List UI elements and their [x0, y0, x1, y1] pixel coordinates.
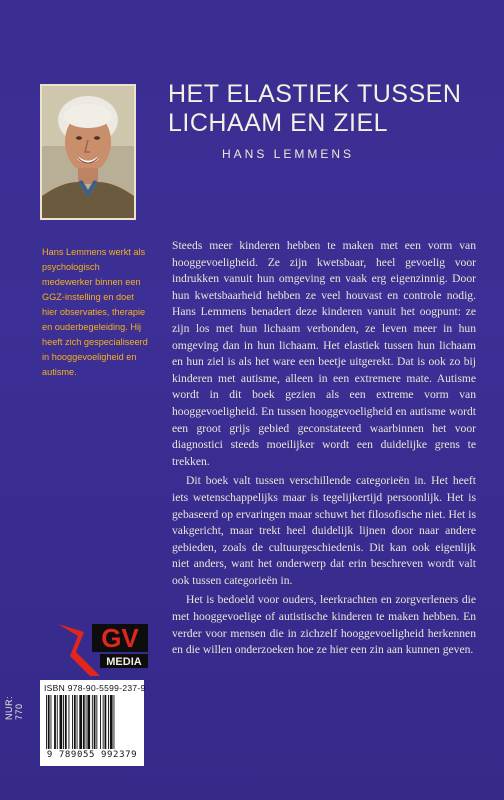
author-portrait-image — [42, 86, 134, 218]
nur-code: NUR: 770 — [4, 696, 24, 720]
blurb-text — [172, 238, 476, 662]
barcode-bar — [103, 695, 104, 749]
barcode-bar — [46, 695, 47, 749]
gv-media-logo-icon — [56, 618, 156, 678]
barcode-bar — [83, 695, 85, 749]
barcode-bar — [57, 695, 58, 749]
barcode-bar — [114, 695, 115, 749]
barcode-bar — [60, 695, 63, 749]
barcode-bar — [86, 695, 87, 749]
blurb-paragraph: Dit boek valt tussen verschillende categorieën in. Het heeft iets wetenschappelijks maar is tegelijkertijd persoonlijk. Het is gebaseerd op ervaringen maar schuwt het filosofische niet. Het is vakgericht, maar trekt heel duidelijk lijnen door naar andere gebieden, zoals de cultuurgeschiedenis. Dit kan ook eigenlijk niet anders, want het onderwerp dat erin beschreven wordt valt ook tussen categorieën in. — [172, 474, 476, 587]
barcode-bar — [77, 695, 78, 749]
barcode-bar — [96, 695, 97, 749]
barcode-digits: 9 789055 992379 — [46, 750, 138, 760]
barcode-bar — [94, 695, 96, 749]
barcode-bar — [79, 695, 82, 749]
barcode-bar — [110, 695, 113, 749]
barcode-bar — [54, 695, 56, 749]
barcode-bars-icon — [44, 695, 140, 749]
barcode-bar — [51, 695, 52, 749]
barcode — [40, 680, 144, 766]
book-title — [168, 80, 488, 138]
barcode-bar — [108, 695, 109, 749]
isbn-label: ISBN 978-90-5599-237-9 — [44, 683, 146, 693]
barcode-bar — [63, 695, 64, 749]
barcode-bar — [105, 695, 107, 749]
barcode-bar — [74, 695, 76, 749]
publisher-logo — [56, 618, 156, 678]
author-name: HANS LEMMENS — [222, 147, 355, 161]
author-bio: Hans Lemmens werkt als psychologisch medewerker binnen een GGZ-instelling en doet hier observaties, therapie en ouderbegeleiding. Hij heeft zich gespecialiseerd in hooggevoeligheid en autisme. — [42, 247, 148, 377]
barcode-bar — [87, 695, 90, 749]
barcode-bar — [48, 695, 50, 749]
barcode-bar — [72, 695, 73, 749]
barcode-bar — [92, 695, 93, 749]
barcode-bar — [100, 695, 101, 749]
blurb-paragraph: Steeds meer kinderen hebben te maken met een vorm van hooggevoeligheid. Ze zijn kwetsbaar, heel gevoelig voor indrukken vanuit hun omgeving en vaak erg eigenzinnig. Door hun kwetsbaarheid hebben ze veel houvast en controle nodig. Hans Lemmens benadert deze kinderen vanuit het oogpunt: ze zijn los met hun lichaam verbonden, ze leven meer in hun omgeving dan in hun lichaam. Het elastiek tussen hun lichaam en hun ziel is als het ware een beetje uitgerekt. Dat is ook zo bij kinderen met autisme, alleen in een extremere mate. Autisme wordt in dit boek gezien als een extreme vorm van hooggevoeligheid. En tussen hooggevoeligheid en autisme wordt een groot grijs gebied geconstateerd waarbinnen het voor diagnostici steeds moeilijker wordt een duidelijke grens te trekken. — [172, 239, 476, 468]
barcode-bar — [65, 695, 67, 749]
author-photo — [40, 84, 136, 220]
book-title-line-2: LICHAAM EN ZIEL — [168, 109, 389, 137]
book-title-line-1: HET ELASTIEK TUSSEN — [168, 80, 462, 108]
blurb-paragraph: Het is bedoeld voor ouders, leerkrachten en zorgverleners die met hooggevoelige of autistische kinderen te maken hebben. En verder voor mensen die in zichzelf hooggevoeligheid herkennen en die willen onderzoeken hoe ze hier een zin aan kunnen geven. — [172, 593, 476, 657]
logo-gv-text: GV — [101, 623, 139, 653]
barcode-bar — [69, 695, 70, 749]
logo-media-text: MEDIA — [106, 656, 142, 668]
